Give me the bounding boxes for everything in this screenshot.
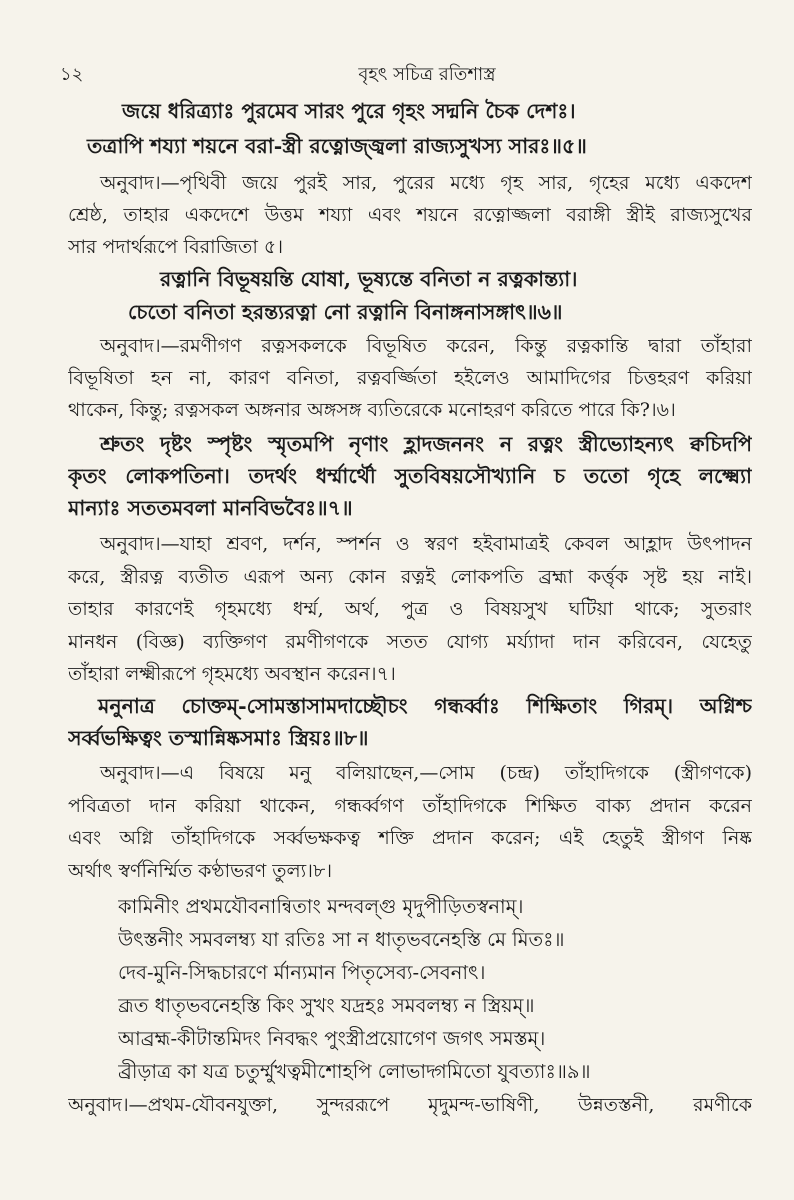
verse-line: শ্রুতং দৃষ্টং স্পৃষ্টং স্মৃতমপি নৃণাং হ্লাদজননং ন রত্নং স্ত্রীভ্যোহন্যৎ ক্বচিদপি <box>100 432 752 456</box>
running-title: বৃহৎ সচিত্র রতিশাস্ত্র <box>358 64 496 85</box>
translation-line: এবং অগ্নি তাঁহাদিগকে সর্ব্বভক্ষকত্ব শক্তি প্রদান করেন; এই হেতুই স্ত্রীগণ নিষ্ক <box>68 827 752 849</box>
translation-line: করে, স্ত্রীরত্ন ব্যতীত এরূপ অন্য কোন রত্নই লোকপতি ব্রহ্মা কর্ত্তৃক সৃষ্ট হয় নাই। <box>68 565 752 588</box>
verse-line: মনুনাত্র চোক্তম্-সোমস্তাসামদাচ্ছৌচং গন্ধর্ব্বাঃ শিক্ষিতাং গিরম্। অগ্নিশ্চ <box>98 694 752 718</box>
translation-line: মানধন (বিজ্ঞ) ব্যক্তিগণ রমণীগণকে সতত যোগ্য মর্য্যাদা দান করিবেন, যেহেতু <box>68 630 752 653</box>
translation-line: থাকেন, কিন্তু; রত্নসকল অঙ্গনার অঙ্গসঙ্গ ব্যতিরেকে মনোহরণ করিতে পারে কি?।৬। <box>68 399 676 421</box>
translation-line: তাহার কারণেই গৃহমধ্যে ধর্ম্ম, অর্থ, পুত্র ও বিষয়সুখ ঘটিয়া থাকে; সুতরাং <box>68 598 752 620</box>
verse-line: চেতো বনিতা হরন্ত্যরত্না নো রত্নানি বিনাঙ্গনাসঙ্গাৎ॥৬॥ <box>128 300 563 324</box>
verse-line: ব্রীড়াত্র কা যত্র চতুর্ম্মুখত্বমীশোহপি লোভাদ্গমিতো যুবত্যাঃ॥৯॥ <box>118 1060 591 1083</box>
verse-line: দেব-মুনি-সিদ্ধচারণে র্মান্যমান পিতৃসেব্য-সেবনাৎ। <box>118 961 486 984</box>
verse-8 <box>68 690 752 754</box>
translation-line: অনুবাদ।—পৃথিবী জয়ে পুরই সার, পুরের মধ্যে গৃহ সার, গৃহের মধ্যে একদেশ <box>100 172 752 194</box>
verse-line: সর্ব্বভক্ষিত্বং তস্মান্নিষ্কসমাঃ স্ত্রিয়ঃ॥৮॥ <box>68 726 369 750</box>
verse-6 <box>68 263 752 329</box>
translation-line: পবিত্রতা দান করিয়া থাকেন, গন্ধর্ব্বগণ তাঁহাদিগকে শিক্ষিত বাক্য প্রদান করেন <box>68 794 752 817</box>
translation-line: বিভূষিতা হন না, কারণ বনিতা, রত্নবর্জ্জিতা হইলেও আমাদিগের চিত্তহরণ করিয়া <box>68 367 752 389</box>
verse-9 <box>118 890 748 1088</box>
translation-line: অনুবাদ।—প্রথম-যৌবনযুক্তা, সুন্দররূপে মৃদুমন্দ-ভাষিণী, উন্নতস্তনী, রমণীকে <box>68 1094 752 1116</box>
translation-line: অনুবাদ।—রমণীগণ রত্নসকলকে বিভূষিত করেন, কিন্তু রত্নকান্তি দ্বারা তাঁহারা <box>100 335 752 357</box>
verse-5 <box>68 94 752 164</box>
translation-line: সার পদার্থরূপে বিরাজিতা ৫। <box>68 236 283 258</box>
verse-line: আব্রহ্ম-কীটান্তমিদং নিবদ্ধং পুংস্ত্রীপ্রয়োগেণ জগৎ সমস্তম্। <box>118 1027 546 1050</box>
verse-line: উৎস্তনীং সমবলম্ব্য যা রতিঃ সা ন ধাতৃভবনেহস্তি মে মিতঃ॥ <box>118 928 565 951</box>
translation-8 <box>68 757 752 887</box>
verse-line: রত্নানি বিভূষয়ন্তি যোষা, ভূষ্যন্তে বনিতা ন রত্নকান্ত্যা। <box>160 267 578 291</box>
translation-line: অর্থাৎ স্বর্ণনির্ম্মিত কণ্ঠাভরণ তুল্য।৮। <box>68 859 333 882</box>
translation-line: তাঁহারা লক্ষ্মীরূপে গৃহমধ্যে অবস্থান করেন।৭। <box>68 663 396 685</box>
translation-line: শ্রেষ্ঠ, তাহার একদেশে উত্তম শয্যা এবং শয়নে রত্নোজ্জলা বরাঙ্গী স্ত্রীই রাজ্যসুখের <box>68 204 752 226</box>
translation-line: অনুবাদ।—এ বিষয়ে মনু বলিয়াছেন,—সোম (চন্দ্র) তাঁহাদিগকে (স্ত্রীগণকে) <box>100 762 752 784</box>
verse-line: কামিনীং প্রথমযৌবনান্বিতাং মন্দবল্গু মৃদুপীড়িতস্বনাম্। <box>118 895 524 918</box>
translation-line: অনুবাদ।—যাহা শ্রবণ, দর্শন, স্পর্শন ও স্বরণ হইবামাত্রই কেবল আহ্লাদ উৎপাদন <box>100 533 752 555</box>
translation-5 <box>68 167 752 263</box>
translation-9 <box>68 1089 752 1121</box>
translation-6 <box>68 330 752 426</box>
verse-line: মান্যাঃ সততমবলা মানবিভবৈঃ॥৭॥ <box>68 496 353 520</box>
verse-line: তত্রাপি শয্যা শয়নে বরা-স্ত্রী রত্নোজ্জ্বলা রাজ্যসুখস্য সারঃ॥৫॥ <box>87 134 587 158</box>
verse-7 <box>68 428 752 524</box>
translation-7 <box>68 528 752 691</box>
verse-line: ব্রূত ধাতৃভবনেহস্তি কিং সুখং যদ্রহঃ সমবলম্ব্য ন স্ত্রিয়ম্॥ <box>118 994 535 1017</box>
page-header <box>60 60 754 90</box>
page-number: ১২ <box>60 64 84 85</box>
verse-line: জয়ে ধরিত্র্যাঃ পুরমেব সারং পুরে গৃহং সদ্মনি চৈক দেশঃ। <box>122 99 576 123</box>
verse-line: কৃতং লোকপতিনা। তদর্থং ধর্ম্মার্থৌ সুতবিষয়সৌখ্যানি চ ততো গৃহে লক্ষ্ম্যো <box>68 464 752 488</box>
